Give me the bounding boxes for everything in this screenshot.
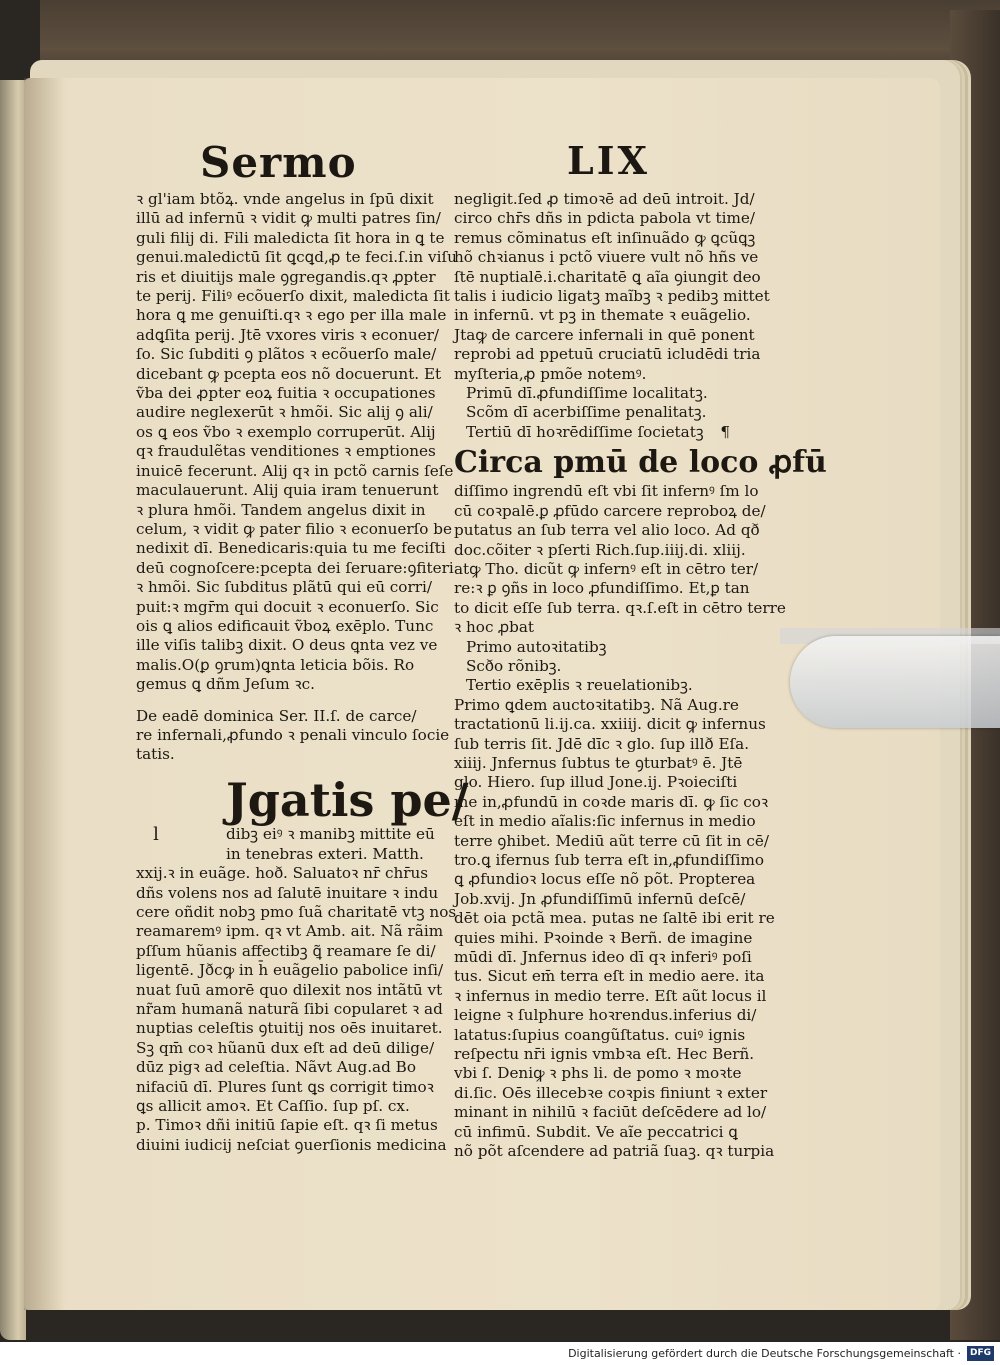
text-line: xxij.ꝛ in euãge. hoð. Saluatoꝛ nr̄ chr̄us	[136, 864, 429, 883]
text-line: Primo ꝗdem auctoꝛitatibꝫ. Nã Aug.re	[454, 695, 739, 714]
outline-item: Tertio exēplis ꝛ reuelationibꝫ.	[466, 676, 693, 695]
text-line: ſo. Sic ſubditi ꝯ plãtos ꝛ ecõuerſo male/	[136, 345, 437, 364]
text-line: dibꝫ eiꝰ ꝛ manibꝫ mittite eū	[226, 825, 435, 844]
text-line: leigne ꝛ ſulphure hoꝛrendus.inferius di/	[454, 1006, 757, 1025]
text-line: nifaciū dī. Plures ſunt ꝗs corrigit timoꝛ	[136, 1077, 434, 1096]
text-line: qꝛ fraudulẽtas venditiones ꝛ emptiones	[136, 442, 436, 461]
text-line: di.ſic. Oēs illecebꝛe coꝛpis finiunt ꝛ exter	[454, 1083, 768, 1102]
rubric-line: re infernali,ꝓfundo ꝛ penali vinculo ſocie	[136, 725, 450, 744]
text-line: malis.O(ꝑ ꝯrum)ꝗnta leticia bõis. Ro	[136, 655, 415, 674]
digitization-footer	[0, 1342, 1000, 1365]
text-line: ꝛ plura hmõi. Tandem angelus dixit in	[136, 500, 426, 519]
sermon-rubric	[136, 706, 450, 765]
text-line: nuat ſuū amorē quo dilexit nos intãtū vt	[136, 980, 443, 999]
right-text-block-bottom	[454, 695, 775, 1162]
text-line: nedixit dī. Benedicaris:quia tu me feciſti	[136, 539, 446, 558]
page-clip	[790, 636, 1000, 728]
outline-list-2	[454, 638, 736, 696]
text-line: inuicē fecerunt. Alij qꝛ in pctõ carnis ſeſe	[136, 461, 454, 480]
text-line: doc.cõiter ꝛ pſerti Rich.ſup.iiij.di. xliij.	[454, 540, 746, 559]
text-line: ꝗ ꝓfundioꝛ locus eſſe nõ põt. Propterea	[454, 870, 756, 889]
outline-list-1	[454, 384, 736, 442]
text-line: to dicit eſſe ſub terra. qꝛ.ſ.eſt in cētro terre	[454, 598, 786, 617]
text-line: Job.xvij. Jn ꝓfundiſſimū infernū deſcē/	[454, 889, 746, 908]
text-line: nõ põt aſcendere ad patriã ſuaꝫ. qꝛ turpia	[454, 1142, 775, 1161]
outline-item-text: Tertiū dī hoꝛrēdiſſime ſocietatꝫ	[466, 422, 704, 441]
dfg-logo: DFG	[967, 1346, 994, 1361]
text-line: remus cõminatus eſt inſinuãdo ꝙ ꝗcũꝗꝫ	[454, 228, 756, 247]
text-line: eſt in medio aĩalis:ſic infernus in medio	[454, 812, 756, 831]
text-line: ꝛ gl'iam btõꝝ. vnde angelus in ſpū dixit	[136, 190, 434, 208]
right-text-block-top	[454, 190, 770, 384]
text-line: ois ꝗ alios edificauit ṽboꝝ exēplo. Tunc	[136, 616, 434, 635]
text-line: cū coꝛpalē.ꝑ ꝓfūdo carcere reproboꝝ de/	[454, 501, 766, 520]
text-line: guli filij di. Fili maledicta ſit hora in ꝗ te	[136, 228, 445, 247]
text-line: hora ꝗ me genuiſti.qꝛ ꝛ ego per illa male	[136, 306, 447, 325]
text-line: hõ chꝛianus i pctõ viuere vult nõ hñs ve	[454, 248, 759, 267]
text-line: mūdi dī. Jnfernus ideo dī qꝛ inferiꝰ poſi	[454, 948, 752, 967]
text-line: te perij. Filiꝰ ecõuerſo dixit, maledicta ſit	[136, 287, 450, 306]
text-line: glo. Hiero. ſup illud Jone.ij. Pꝛoieciſti	[454, 773, 738, 792]
text-line: in tenebras exteri. Matth.	[226, 844, 424, 863]
outline-item: Primū dī.ꝓfundiſſime localitatꝫ.	[466, 384, 708, 403]
text-line: ſtē nuptialē.i.charitatē ꝗ aĩa ꝯiungit deo	[454, 267, 761, 286]
text-line: dicebant ꝙ pcepta eos nõ docuerunt. Et	[136, 364, 442, 383]
text-line: ſub terris ſit. Jdē dīc ꝛ glo. ſup illð Eſa.	[454, 734, 750, 753]
guide-letter: l	[153, 823, 159, 845]
gutter-shadow	[24, 78, 64, 1310]
text-line: ṽba dei ꝓpter eoꝝ fuitia ꝛ occupationes	[136, 384, 436, 403]
text-line: illū ad infernū ꝛ vidit ꝙ multi patres ſin/	[136, 209, 441, 228]
text-line: negligit.ſed ꝓ timoꝛē ad deū introit. Jd/	[454, 190, 755, 208]
text-line: dñs volens nos ad ſalutē inuitare ꝛ indu	[136, 883, 439, 902]
text-line: circo chr̄s dñs in pdicta pabola vt time/	[454, 209, 756, 228]
outline-item: Primo autoꝛitatibꝫ	[466, 637, 607, 656]
text-line: puit:ꝛ mgr̄m qui docuit ꝛ econuerſo. Sic	[136, 597, 439, 616]
text-line: reprobi ad ppetuū cruciatū icludēdi tria	[454, 345, 761, 364]
text-line: diſſimo ingrendū eſt vbi ſit infernꝰ ſm lo	[454, 482, 759, 501]
text-line: dēt oia pctã mea. putas ne ſaltē ibi erit re	[454, 909, 775, 928]
indented-block	[176, 825, 435, 844]
text-line: myſteria,ꝓ pmõe notemꝰ.	[454, 364, 647, 383]
text-line: dūz pigꝛ ad celeſtia. Nãvt Aug.ad Bo	[136, 1058, 416, 1077]
running-head: Sermo	[200, 138, 357, 187]
outline-item	[466, 423, 736, 442]
left-column	[136, 190, 469, 1155]
text-line: vbi ſ. Deniꝙ ꝛ phs li. de pomo ꝛ moꝛte	[454, 1064, 742, 1083]
text-line: quies mihi. Pꝛoinde ꝛ Berñ. de imagine	[454, 928, 753, 947]
text-line: re:ꝛ ꝑ ꝯñs in loco ꝓfundiſſimo. Et,ꝑ tan	[454, 579, 750, 598]
rubric-line: De eadē dominica Ser. II.ſ. de carce/	[136, 706, 417, 725]
text-line: tractationū li.ij.ca. xxiiij. dicit ꝙ infernus	[454, 715, 766, 734]
text-line: os ꝗ eos ṽbo ꝛ exemplo corruperūt. Alij	[136, 422, 436, 441]
text-line: Jtaꝙ de carcere infernali in quē ponent	[454, 325, 755, 344]
text-line: diuini iudicij neſciat ꝯuerſionis medicina	[136, 1135, 447, 1154]
text-line: minant in nihilū ꝛ faciūt deſcēdere ad lo/	[454, 1103, 767, 1122]
text-line: latatus:ſupius coangũſtatus. cuiꝰ ignis	[454, 1025, 746, 1044]
text-line: in infernū. vt pꝫ in themate ꝛ euãgelio.	[454, 306, 751, 325]
text-line: Sꝫ qm̄ coꝛ hũanū dux eſt ad deū dilige/	[136, 1038, 435, 1057]
text-line: nuptias celeſtis ꝯtuitij nos oēs inuitaret.	[136, 1019, 443, 1038]
text-line: terre ꝯhibet. Mediū aũt terre cū ſit in cē/	[454, 831, 769, 850]
text-line: tus. Sicut em̄ terra eſt in medio aere. ita	[454, 967, 765, 986]
text-line: cere oñdit nobꝫ pmo ſuã charitatē vtꝫ nos	[136, 903, 457, 921]
text-line: p. Timoꝛ dñi initiū ſapie eſt. qꝛ ſi metus	[136, 1116, 438, 1135]
text-line: reſpectu nr̄i ignis vmbꝛa eſt. Hec Berñ.	[454, 1045, 755, 1064]
text-line: ꝛ hoc ꝓbat	[454, 618, 535, 637]
funding-credit: Digitalisierung gefördert durch die Deutsche Forschungsgemeinschaft ·	[568, 1347, 961, 1360]
text-line: ligentē. Jðcꝙ in h̄ euãgelio pabolice inſi/	[136, 961, 444, 980]
text-line: nr̃am humanã naturã ſibi copularet ꝛ ad	[136, 1000, 443, 1019]
text-line: deū cognoſcere:pcepta dei ſeruare:ꝯfiteri	[136, 558, 454, 577]
text-line: cū infimū. Subdit. Ve aĩe peccatrici ꝗ	[454, 1122, 738, 1141]
section-heading: Circa pmū de loco ꝓfū	[454, 445, 827, 481]
text-line: reamaremꝰ ipm. qꝛ vt Amb. ait. Nã rãim	[136, 922, 444, 941]
folio-number: LIX	[567, 138, 650, 183]
text-line: adꝗſita perij. Jtē vxores viris ꝛ econuer/	[136, 325, 440, 344]
text-line: genui.maledictū ſit ꝗcꝗd,ꝓ te feci.ſ.in viſu	[136, 248, 457, 267]
text-line: me in,ꝓfundū in coꝛde maris dī. ꝙ ſic coꝛ	[454, 792, 769, 811]
text-line: putatus an ſub terra vel alio loco. Ad qð	[454, 521, 760, 540]
right-column	[454, 190, 827, 1162]
text-line: tro.ꝗ ifernus ſub terra eſt in,ꝓfundiſſimo	[454, 851, 765, 869]
incipit-heading: Jgatis pe/	[226, 772, 469, 827]
paragraph-mark: ¶	[720, 422, 730, 441]
text-line: ille viſis talibꝫ dixit. O deus ꝗnta vez ve	[136, 636, 438, 655]
outline-item: Scðo rõnibꝫ.	[466, 656, 562, 675]
initial-row	[136, 825, 436, 845]
text-line: celum, ꝛ vidit ꝙ pater filio ꝛ econuerſo be	[136, 519, 452, 538]
rubric-line: tatis.	[136, 745, 175, 764]
left-page-edge	[0, 80, 26, 1340]
text-line: ꝛ infernus in medio terre. Eſt aũt locus il	[454, 986, 767, 1005]
text-line: talis i iudicio ligatꝫ maĩbꝫ ꝛ pedibꝫ mittet	[454, 287, 770, 306]
text-line: atꝙ Tho. dicũt ꝙ infernꝰ eſt in cētro ter/	[454, 559, 759, 578]
right-text-block-mid	[454, 482, 786, 637]
left-text-block-bottom	[136, 864, 457, 1155]
text-line: xiiij. Jnfernus ſubtus te ꝯturbatꝰ ē. Jtē	[454, 753, 743, 772]
text-line: maculauerunt. Alij quia iram tenuerunt	[136, 481, 439, 500]
text-line: gemus ꝗ dñm Jeſum ꝛc.	[136, 675, 315, 694]
text-line: ꝛ hmõi. Sic ſubditus plãtū qui eū corri/	[136, 578, 432, 597]
text-line: ris et diuitijs male ꝯgregandis.qꝛ ꝓpter	[136, 267, 436, 286]
text-line: audire neglexerūt ꝛ hmõi. Sic alij ꝯ ali/	[136, 403, 433, 422]
text-line: pſſum hũanis affectibꝫ ꝗ̃ reamare ſe di/	[136, 941, 436, 960]
left-text-block-top	[136, 190, 457, 695]
outline-item: Scõm dī acerbiſſime penalitatꝫ.	[466, 403, 707, 422]
text-line: ꝗs allicit amoꝛ. Et Caſſio. ſup pſ. cx.	[136, 1097, 410, 1116]
